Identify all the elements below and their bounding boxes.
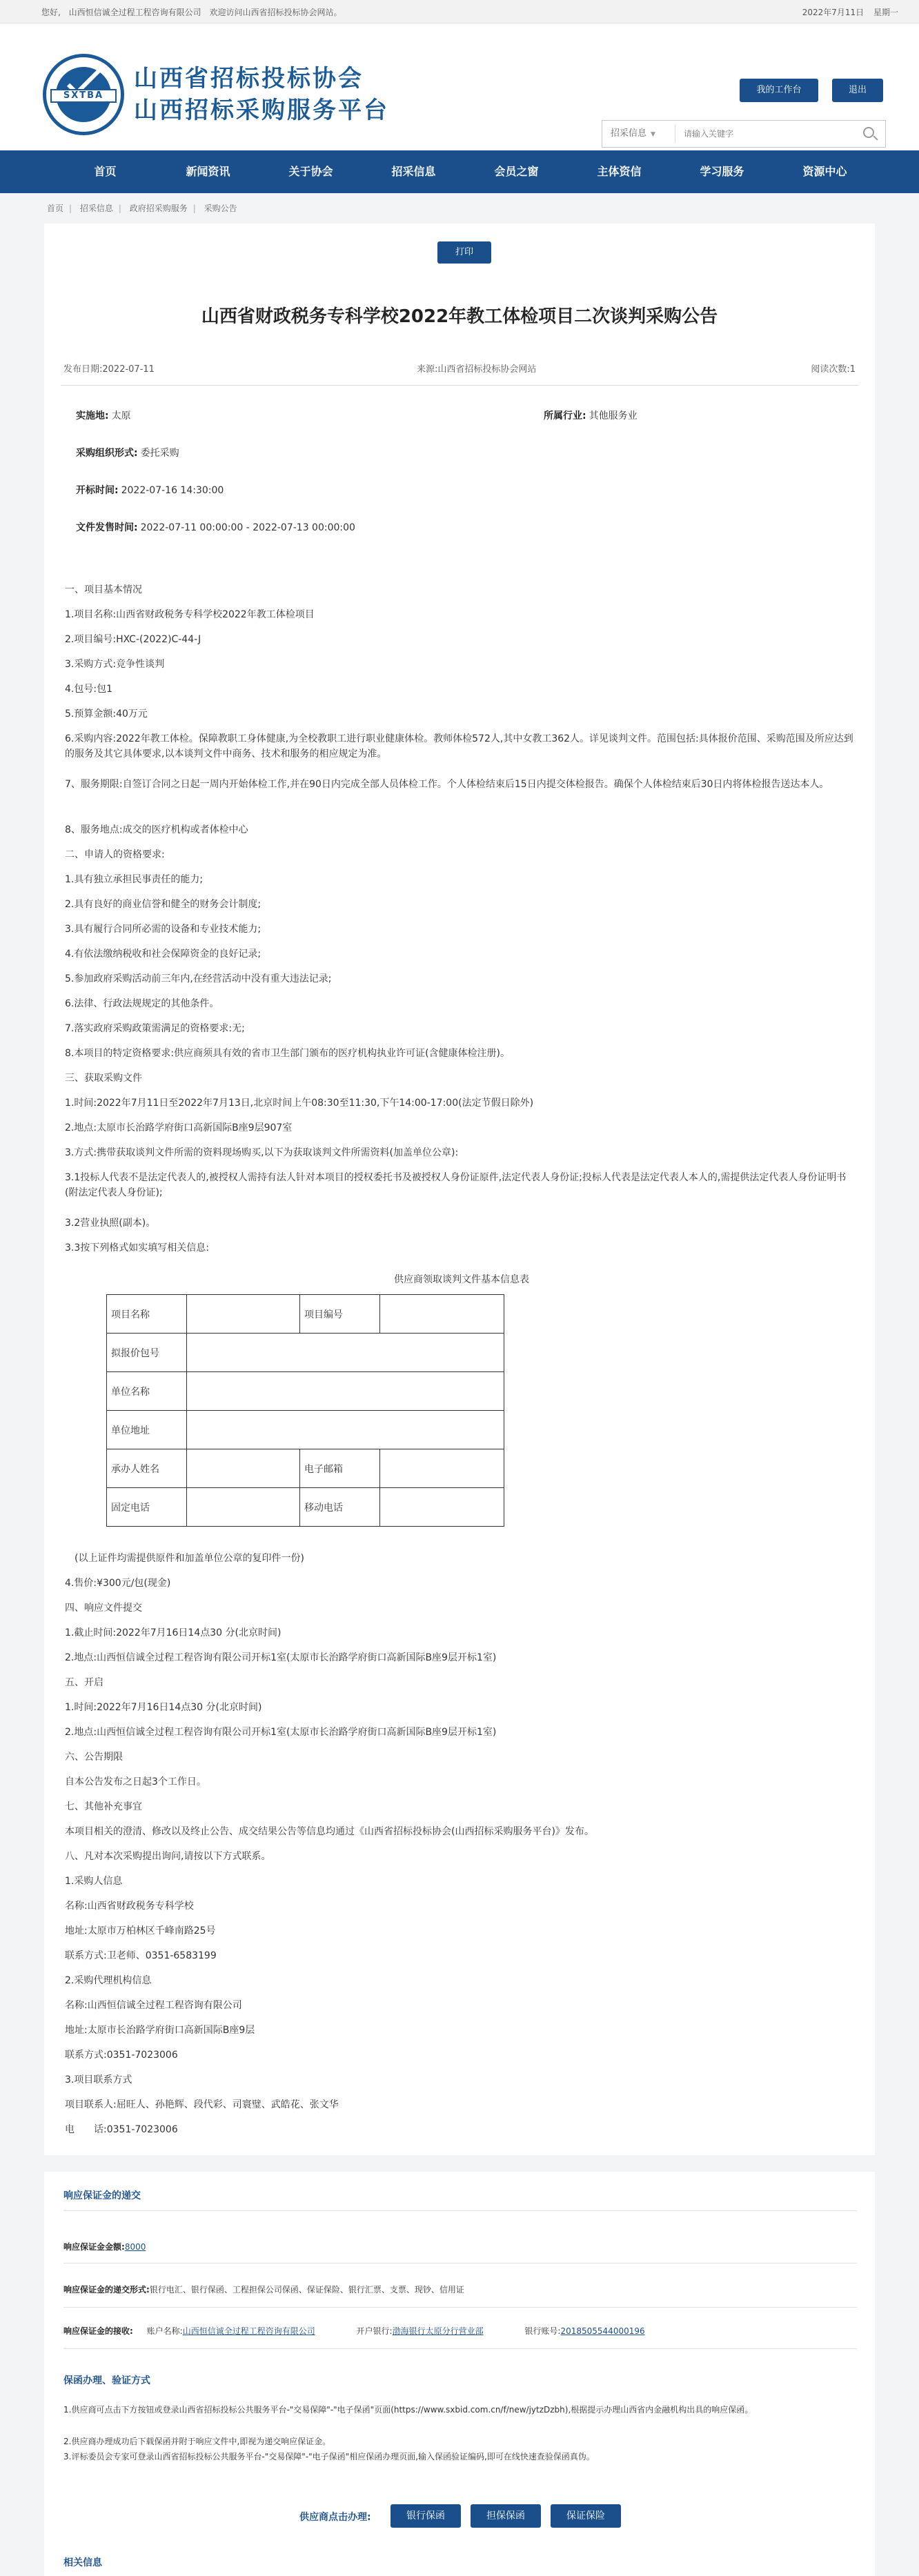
cell-phone-label: 固定电话 bbox=[107, 1488, 187, 1527]
para-item: 2.地点:山西恒信诚全过程工程咨询有限公司开标1室(太原市长治路学府街口高新国际B座9层开标1室) bbox=[65, 1652, 497, 1663]
site-title-line1: 山西省招标投标协会 bbox=[134, 65, 364, 92]
para-item: 3.方式:携带获取谈判文件所需的资料现场购买,以下为获取谈判文件所需资料(加盖单位公章): bbox=[65, 1147, 459, 1158]
current-date: 2022年7月11日 bbox=[802, 8, 864, 17]
para-item: 2.项目编号:HXC-(2022)C-44-J bbox=[65, 634, 201, 645]
para-item: 地址:太原市长治路学府街口高新国际B座9层 bbox=[65, 2025, 255, 2036]
para-item: 7.落实政府采购政策需满足的资格要求:无; bbox=[65, 1023, 245, 1034]
guarantee-handle-heading: 保函办理、验证方式 bbox=[63, 2375, 150, 2386]
para-item: 3.2营业执照(副本)。 bbox=[65, 1218, 156, 1229]
note-2: 2.供应商办理成功后下载保函并附于响应文件中,即视为递交响应保证金。 bbox=[63, 2437, 331, 2446]
related-heading: 相关信息 bbox=[63, 2557, 102, 2568]
para-item: 名称:山西恒信诚全过程工程咨询有限公司 bbox=[65, 2000, 242, 2011]
open-time-value: 2022-07-16 14:30:00 bbox=[121, 485, 224, 496]
cell-phone-value[interactable] bbox=[187, 1488, 300, 1527]
table-caption: 供应商领取谈判文件基本信息表 bbox=[394, 1274, 529, 1285]
view-count: 阅读次数:1 bbox=[811, 364, 856, 375]
title-divider bbox=[61, 385, 858, 386]
para-item: 电 话:0351-7023006 bbox=[65, 2124, 178, 2135]
welcome-text: 欢迎访问山西省招标投标协会网站。 bbox=[209, 8, 342, 17]
industry-value: 其他服务业 bbox=[589, 410, 638, 422]
logo-abbr: SXTBA bbox=[50, 89, 117, 103]
cell-bid-package-label: 拟报价包号 bbox=[107, 1334, 187, 1372]
cell-email-label: 电子邮箱 bbox=[300, 1449, 380, 1488]
para-item: 项目联系人:屈旺人、孙艳辉、段代彩、司寰璧、武皓花、张文华 bbox=[65, 2099, 339, 2110]
para-item: 4.包号:包1 bbox=[65, 684, 112, 695]
chevron-down-icon: ▼ bbox=[651, 131, 655, 138]
publish-date: 发布日期:2022-07-11 bbox=[63, 364, 155, 375]
para-item: 地址:太原市万柏林区千峰南路25号 bbox=[65, 1925, 216, 1936]
para-item: 1.时间:2022年7月16日14点30 分(北京时间) bbox=[65, 1702, 262, 1713]
cell-project-no-label: 项目编号 bbox=[300, 1295, 380, 1334]
breadcrumb: 首页 | 招采信息 | 政府招采购服务 | 采购公告 bbox=[0, 193, 919, 224]
cell-unit-name-label: 单位名称 bbox=[107, 1372, 187, 1411]
para-section3: 三、获取采购文件 bbox=[65, 1073, 142, 1084]
breadcrumb-gov-procurement[interactable]: 政府招采购服务 bbox=[129, 204, 188, 213]
account-label: 银行账号: bbox=[524, 2326, 561, 2336]
form-label: 响应保证金的递交形式: bbox=[63, 2285, 150, 2295]
para-item: 5.预算金额:40万元 bbox=[65, 709, 148, 720]
cell-unit-address-value[interactable] bbox=[187, 1411, 504, 1449]
article-title: 山西省财政税务专科学校2022年教工体检项目二次谈判采购公告 bbox=[201, 306, 718, 327]
surety-insurance-button[interactable]: 保证保险 bbox=[551, 2504, 621, 2528]
workspace-button[interactable]: 我的工作台 bbox=[740, 79, 818, 102]
amount-value: 8000 bbox=[124, 2242, 146, 2252]
breadcrumb-procurement[interactable]: 招采信息 bbox=[79, 204, 113, 213]
nav-item-learning[interactable]: 学习服务 bbox=[700, 165, 744, 178]
para-item: 6.采购内容:2022年教工体检。保障教职工身体健康,为全校教职工进行职业健康体检。教师体检572人,其中女教工362人。详见谈判文件。范围包括:具体报价范围、采购范围及所应达到的服务及其它具体要求,以本谈判文件中商务、技术和服务的相应规定为准。 bbox=[65, 733, 853, 760]
nav-item-members[interactable]: 会员之窗 bbox=[494, 165, 539, 178]
account-name-label: 账户名称: bbox=[146, 2326, 183, 2336]
para-item: 3.具有履行合同所必需的设备和专业技术能力; bbox=[65, 924, 261, 935]
para-item: 8、服务地点:成交的医疗机构或者体检中心 bbox=[65, 824, 248, 835]
current-weekday: 星期一 bbox=[873, 8, 898, 17]
breadcrumb-current: 采购公告 bbox=[204, 204, 237, 213]
cell-project-name-label: 项目名称 bbox=[107, 1295, 187, 1334]
doc-sale-label: 文件发售时间: bbox=[76, 522, 138, 533]
greeting-text: 您好, bbox=[41, 8, 61, 17]
para-item: 自本公告发布之日起3个工作日。 bbox=[65, 1776, 206, 1787]
nav-item-procurement[interactable]: 招采信息 bbox=[391, 165, 436, 178]
para-item: 1.截止时间:2022年7月16日14点30 分(北京时间) bbox=[65, 1627, 281, 1638]
para-section2: 二、申请人的资格要求: bbox=[65, 849, 165, 860]
para-item: 联系方式:0351-7023006 bbox=[65, 2050, 178, 2061]
doc-sale-value: 2022-07-11 00:00:00 - 2022-07-13 00:00:00 bbox=[140, 522, 355, 533]
para-section4: 四、响应文件提交 bbox=[65, 1603, 142, 1614]
para-item: 8.本项目的特定资格要求:供应商须具有效的省市卫生部门颁布的医疗机构执业许可证(含健康体检注册)。 bbox=[65, 1048, 510, 1059]
location-value: 太原 bbox=[111, 410, 131, 422]
form-value: 银行电汇、银行保函、工程担保公司保函、保证保险、银行汇票、支票、现钞、信用证 bbox=[149, 2285, 464, 2295]
para-section1: 一、项目基本情况 bbox=[65, 584, 142, 595]
note-3: 3.评标委员会专家可登录山西省招标投标公共服务平台-"交易保障"-"电子保函"相应保函办理页面,输入保函验证编码,即可在线快速查验保函真伪。 bbox=[63, 2452, 595, 2461]
bank-label: 开户银行: bbox=[356, 2326, 393, 2336]
para-item: 名称:山西省财政税务专科学校 bbox=[65, 1901, 194, 1912]
divider bbox=[63, 2210, 857, 2211]
nav-item-resources[interactable]: 资源中心 bbox=[802, 165, 847, 178]
para-item: 2.地点:太原市长治路学府街口高新国际B座9层907室 bbox=[65, 1122, 293, 1133]
para-item: 3.项目联系方式 bbox=[65, 2074, 132, 2085]
para-note: (以上证件均需提供原件和加盖单位公章的复印件一份) bbox=[75, 1553, 304, 1564]
industry-label: 所属行业: bbox=[544, 410, 586, 422]
service-label: 供应商点击办理: bbox=[299, 2512, 371, 2523]
para-item: 2.采购代理机构信息 bbox=[65, 1975, 152, 1986]
search-category-label: 招采信息 bbox=[611, 128, 647, 139]
para-item: 1.采购人信息 bbox=[65, 1876, 123, 1887]
top-bar bbox=[0, 0, 919, 23]
para-item: 联系方式:卫老师、0351-6583199 bbox=[65, 1950, 217, 1961]
search-bar bbox=[602, 120, 886, 148]
guarantee-letter-button[interactable]: 担保保函 bbox=[471, 2504, 541, 2528]
para-item: 1.具有独立承担民事责任的能力; bbox=[65, 874, 204, 885]
divider bbox=[63, 2307, 857, 2308]
logout-button[interactable]: 退出 bbox=[832, 79, 883, 102]
para-item: 1.时间:2022年7月11日至2022年7月13日,北京时间上午08:30至11:30,下午14:00-17:00(法定节假日除外) bbox=[65, 1098, 534, 1109]
para-item: 5.参加政府采购活动前三年内,在经营活动中没有重大违法记录; bbox=[65, 973, 332, 984]
article-source: 来源:山西省招标投标协会网站 bbox=[417, 364, 537, 375]
related-section bbox=[44, 2546, 875, 2576]
para-section5: 五、开启 bbox=[65, 1677, 103, 1688]
divider bbox=[63, 2348, 857, 2349]
para-item: 2.地点:山西恒信诚全过程工程咨询有限公司开标1室(太原市长治路学府街口高新国际B座9层开标1室) bbox=[65, 1727, 497, 1738]
org-form-label: 采购组织形式: bbox=[76, 448, 138, 459]
nav-item-home[interactable]: 首页 bbox=[94, 165, 117, 178]
search-input[interactable] bbox=[675, 125, 858, 143]
para-item: 4.售价:¥300元/包(现金) bbox=[65, 1578, 171, 1589]
para-item: 4.有依法缴纳税收和社会保障资金的良好记录; bbox=[65, 949, 261, 960]
para-item: 本项目相关的澄清、修改以及终止公告、成交结果公告等信息均通过《山西省招标投标协会(山西招标采购服务平台)》发布。 bbox=[65, 1826, 594, 1837]
account-name-value: 山西恒信诚全过程工程咨询有限公司 bbox=[182, 2326, 315, 2336]
para-item: 3.3按下列格式如实填写相关信息: bbox=[65, 1242, 209, 1254]
para-section6: 六、公告期限 bbox=[65, 1752, 123, 1763]
cell-project-name-value[interactable] bbox=[187, 1295, 300, 1334]
para-item: 1.项目名称:山西省财政税务专科学校2022年教工体检项目 bbox=[65, 609, 315, 620]
amount-label: 响应保证金金额: bbox=[63, 2242, 125, 2252]
cell-email-value[interactable] bbox=[380, 1449, 504, 1488]
bank-guarantee-button[interactable]: 银行保函 bbox=[391, 2504, 461, 2528]
article-card bbox=[44, 224, 875, 2155]
site-logo[interactable] bbox=[43, 54, 389, 135]
location-label: 实施地: bbox=[76, 410, 109, 422]
cell-mobile-value[interactable] bbox=[380, 1488, 504, 1527]
cell-unit-address-label: 单位地址 bbox=[107, 1411, 187, 1449]
para-item: 7、服务期限:自签订合同之日起一周内开始体检工作,并在90日内完成全部人员体检工作。个人体检结束后15日内提交体检报告。确保个人体检结束后30日内将体检报告送达本人。 bbox=[65, 779, 829, 790]
bank-value: 渤海银行太原分行营业部 bbox=[392, 2326, 484, 2336]
para-section7: 七、其他补充事宜 bbox=[65, 1801, 142, 1812]
cell-bid-package-value[interactable] bbox=[187, 1334, 504, 1372]
site-title-line2: 山西招标采购服务平台 bbox=[134, 97, 389, 124]
para-section8: 八、凡对本次采购提出询问,请按以下方式联系。 bbox=[65, 1851, 271, 1862]
para-item: 6.法律、行政法规规定的其他条件。 bbox=[65, 998, 219, 1009]
company-name: 山西恒信诚全过程工程咨询有限公司 bbox=[68, 8, 201, 17]
receiver-label: 响应保证金的接收: bbox=[63, 2326, 133, 2336]
nav-item-credit[interactable]: 主体资信 bbox=[597, 165, 642, 178]
nav-item-news[interactable]: 新闻资讯 bbox=[186, 165, 230, 178]
cell-mobile-label: 移动电话 bbox=[300, 1488, 380, 1527]
note-1: 1.供应商可点击下方按钮或登录山西省招标投标公共服务平台-"交易保障"-"电子保函"页面(https://www.sxbid.com.cn/f/new/jytzDzbh),根据提示办理山西省内金融机构出具的响应保函。 bbox=[63, 2405, 753, 2415]
main-nav bbox=[0, 150, 919, 193]
guarantee-card bbox=[44, 2172, 875, 2573]
cell-contact-label: 承办人姓名 bbox=[107, 1449, 187, 1488]
para-item: 3.1投标人代表不是法定代表人的,被授权人需持有法人针对本项目的授权委托书及被授权人身份证原件,法定代表人身份证;投标人代表是法定代表人本人的,需提供法定代表人身份证明书(附法定代表人身份证); bbox=[65, 1172, 847, 1198]
logo-emblem-icon bbox=[43, 54, 124, 135]
nav-item-about[interactable]: 关于协会 bbox=[288, 165, 333, 178]
para-item: 3.采购方式:竞争性谈判 bbox=[65, 659, 165, 670]
breadcrumb-home[interactable]: 首页 bbox=[47, 204, 64, 213]
search-icon[interactable] bbox=[858, 123, 885, 144]
para-item: 2.具有良好的商业信誉和健全的财务会计制度; bbox=[65, 899, 261, 910]
search-category-select[interactable] bbox=[602, 125, 675, 143]
cell-unit-name-value[interactable] bbox=[187, 1372, 504, 1411]
cell-project-no-value[interactable] bbox=[380, 1295, 504, 1334]
org-form-value: 委托采购 bbox=[140, 448, 179, 459]
cell-contact-value[interactable] bbox=[187, 1449, 300, 1488]
site-header bbox=[0, 23, 919, 150]
account-value: 2018505544000196 bbox=[560, 2326, 645, 2336]
print-button[interactable]: 打印 bbox=[437, 241, 491, 264]
open-time-label: 开标时间: bbox=[76, 485, 119, 496]
guarantee-heading: 响应保证金的递交 bbox=[63, 2190, 141, 2201]
supplier-info-table bbox=[106, 1294, 504, 1527]
